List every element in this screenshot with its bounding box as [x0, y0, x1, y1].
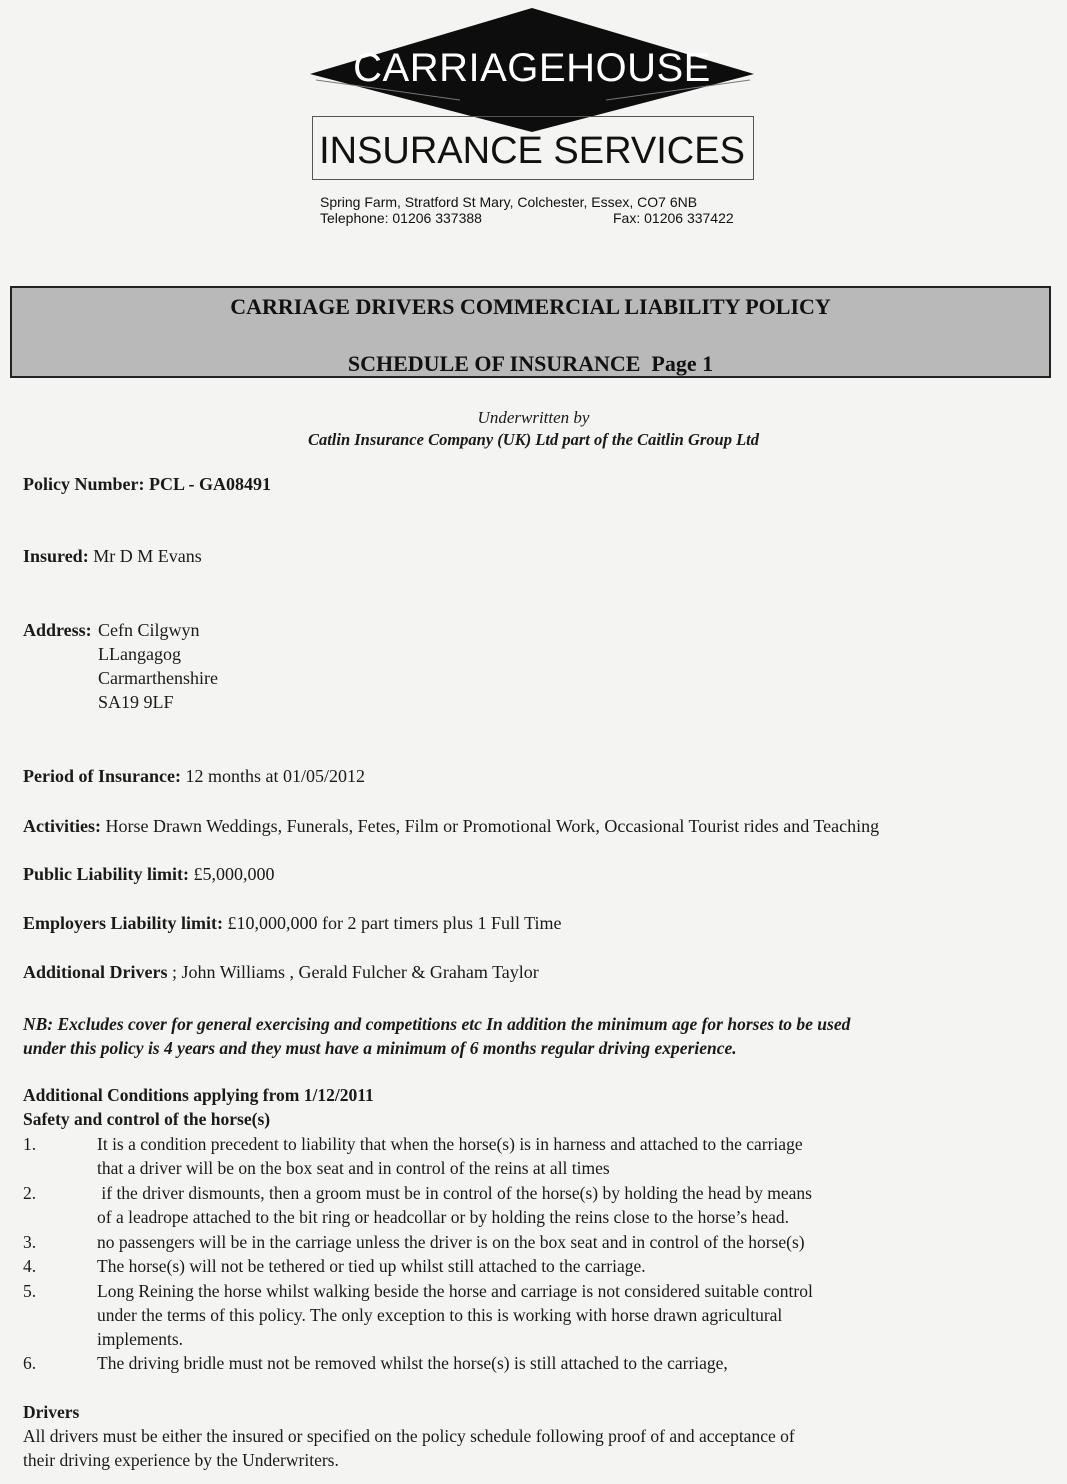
condition-1-line-2: that a driver will be on the box seat and in control of the reins at all times	[97, 1158, 610, 1178]
condition-3-line-1: no passengers will be in the carriage unless the driver is on the box seat and in control of the horse(s)	[97, 1232, 805, 1252]
condition-number: 1.	[23, 1134, 37, 1154]
additional-drivers-label: Additional Drivers	[23, 962, 168, 982]
insured-value: Mr D M Evans	[93, 546, 202, 566]
address-line-3: Carmarthenshire	[98, 668, 218, 688]
activities-value: Horse Drawn Weddings, Funerals, Fetes, Film or Promotional Work, Occasional Tourist rides and Teaching	[105, 816, 880, 836]
public-liability-value: £5,000,000	[193, 864, 275, 884]
condition-number: 2.	[23, 1183, 37, 1203]
logo-company-top: CARRIAGEHOUSE	[353, 46, 711, 90]
policy-number: Policy Number: PCL - GA08491	[23, 474, 271, 494]
period-value: 12 months at 01/05/2012	[185, 766, 365, 786]
period-row	[23, 765, 365, 787]
nb-exclusions-line-1: NB: Excludes cover for general exercising and competitions etc In addition the minimum age for horses to be used	[23, 1014, 851, 1034]
activities-row	[23, 815, 879, 837]
address-line-2: LLangagog	[98, 644, 181, 664]
drivers-text-line-1: All drivers must be either the insured or specified on the policy schedule following proof of and acceptance of	[23, 1426, 795, 1446]
condition-5-line-1: Long Reining the horse whilst walking beside the horse and carriage is not considered suitable control	[97, 1281, 813, 1301]
company-fax: Fax: 01206 337422	[613, 210, 734, 226]
condition-6-line-1: The driving bridle must not be removed whilst the horse(s) is still attached to the carriage,	[97, 1353, 728, 1373]
condition-2-line-1: if the driver dismounts, then a groom must be in control of the horse(s) by holding the head by means	[97, 1183, 812, 1203]
condition-number: 3.	[23, 1232, 37, 1252]
policy-title: CARRIAGE DRIVERS COMMERCIAL LIABILITY POLICY	[230, 294, 831, 319]
period-label: Period of Insurance:	[23, 766, 181, 786]
condition-2-line-2: of a leadrope attached to the bit ring or headcollar or by holding the reins close to the horse’s head.	[97, 1207, 789, 1227]
condition-1-line-1: It is a condition precedent to liability that when the horse(s) is in harness and attached to the carriage	[97, 1134, 803, 1154]
insured-row	[23, 545, 202, 567]
employers-liability-value: £10,000,000 for 2 part timers plus 1 Full Time	[227, 913, 562, 933]
address-line-1: Cefn Cilgwyn	[98, 620, 200, 640]
activities-label: Activities:	[23, 816, 101, 836]
additional-drivers-row	[23, 961, 539, 983]
conditions-heading: Additional Conditions applying from 1/12/2011	[23, 1085, 374, 1105]
public-liability-label: Public Liability limit:	[23, 864, 190, 884]
condition-number: 4.	[23, 1256, 37, 1276]
address-label: Address:	[23, 620, 92, 640]
condition-5-line-2: under the terms of this policy. The only exception to this is working with horse drawn agricultural	[97, 1305, 783, 1325]
policy-banner	[10, 286, 1051, 378]
drivers-text-line-2: their driving experience by the Underwriters.	[23, 1450, 339, 1470]
nb-exclusions-line-2: under this policy is 4 years and they must have a minimum of 6 months regular driving experience.	[23, 1038, 737, 1058]
drivers-heading: Drivers	[23, 1402, 80, 1422]
condition-4-line-1: The horse(s) will not be tethered or tied up whilst still attached to the carriage.	[97, 1256, 646, 1276]
underwritten-by: Underwritten by	[477, 408, 590, 427]
employers-liability-row	[23, 912, 562, 934]
condition-number: 6.	[23, 1353, 37, 1373]
condition-number: 5.	[23, 1281, 37, 1301]
schedule-subtitle: SCHEDULE OF INSURANCE Page 1	[347, 351, 714, 376]
company-telephone: Telephone: 01206 337388	[320, 210, 482, 226]
condition-5-line-3: implements.	[97, 1329, 184, 1349]
underwriter-company: Catlin Insurance Company (UK) Ltd part of the Caitlin Group Ltd	[307, 430, 760, 449]
company-address: Spring Farm, Stratford St Mary, Colchester, Essex, CO7 6NB	[320, 194, 698, 210]
safety-heading: Safety and control of the horse(s)	[23, 1109, 271, 1129]
insured-label: Insured:	[23, 546, 89, 566]
employers-liability-label: Employers Liability limit:	[23, 913, 223, 933]
public-liability-row	[23, 863, 275, 885]
address-line-4: SA19 9LF	[98, 692, 174, 712]
logo-company-bottom: INSURANCE SERVICES	[319, 130, 745, 172]
additional-drivers-value: ; John Williams , Gerald Fulcher & Graham Taylor	[172, 962, 539, 982]
